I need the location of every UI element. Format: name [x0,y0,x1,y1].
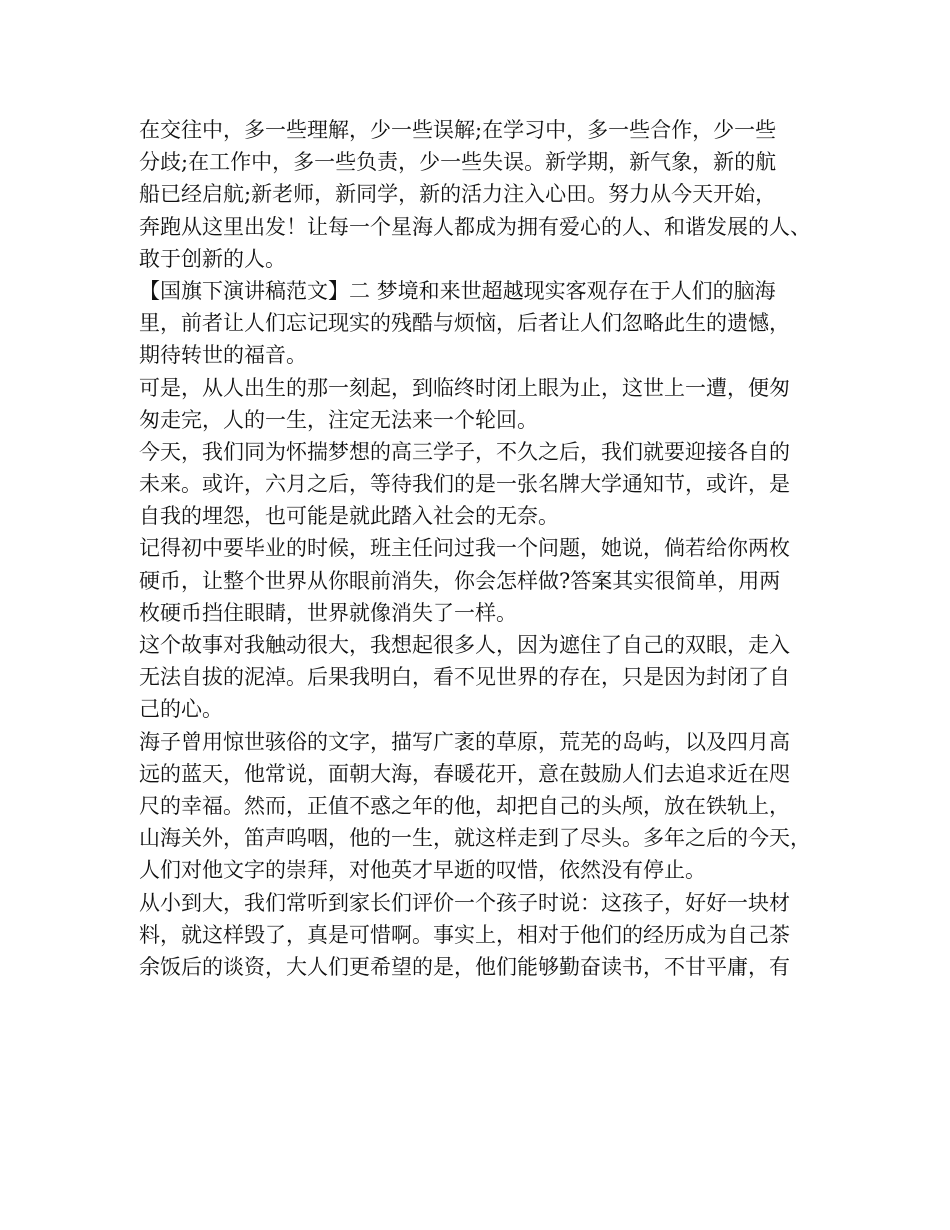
text-line: 匆走完，人的一生，注定无法来一个轮回。 [139,407,538,432]
text-line: 奔跑从这里出发！让每一个星海人都成为拥有爱心的人、和谐发展的人、 [139,214,811,239]
text-line: 枚硬币挡住眼睛，世界就像消失了一样。 [139,600,517,625]
text-line: 硬币，让整个世界从你眼前消失，你会怎样做?答案其实很简单，用两 [139,568,781,593]
text-line: 远的蓝天，他常说，面朝大海，春暖花开，意在鼓励人们去追求近在咫 [139,761,790,786]
text-line: 尺的幸福。然而，正值不惑之年的他，却把自己的头颅，放在铁轨上， [139,793,790,818]
text-line: 未来。或许，六月之后，等待我们的是一张名牌大学通知节，或许，是 [139,472,790,497]
text-line: 这个故事对我触动很大，我想起很多人，因为遮住了自己的双眼，走入 [139,633,790,657]
text-line: 敢于创新的人。 [139,246,286,271]
text-line: 里，前者让人们忘记现实的残酷与烦恼，后者让人们忽略此生的遗憾， [139,311,790,336]
document-body [139,114,829,983]
text-line: 山海关外，笛声呜咽，他的一生，就这样走到了尽头。多年之后的今天， [139,826,811,851]
text-line: 余饭后的谈资，大人们更希望的是，他们能够勤奋读书，不甘平庸，有 [139,954,790,979]
text-line: 今天，我们同为怀揣梦想的高三学子，不久之后，我们就要迎接各自的 [139,439,790,464]
text-line: 在交往中，多一些理解，少一些误解;在学习中，多一些合作，少一些 [139,118,777,142]
text-line: 人们对他文字的崇拜，对他英才早逝的叹惜，依然没有停止。 [139,858,706,883]
text-line: 分歧;在工作中，多一些负责，少一些失误。新学期，新气象，新的航 [139,150,777,175]
text-line: 自我的埋怨，也可能是就此踏入社会的无奈。 [139,504,559,529]
text-line: 从小到大，我们常听到家长们评价一个孩子时说：这孩子，好好一块材 [139,890,790,915]
text-line: 期待转世的福音。 [139,343,307,368]
text-line: 料，就这样毁了，真是可惜啊。事实上，相对于他们的经历成为自己茶 [139,922,790,947]
text-line: 记得初中要毕业的时候，班主任问过我一个问题，她说，倘若给你两枚 [139,536,790,561]
text-line: 【国旗下演讲稿范文】二 梦境和来世超越现实客观存在于人们的脑海 [139,278,776,303]
text-line: 无法自拔的泥淖。后果我明白，看不见世界的存在，只是因为封闭了自 [139,665,790,690]
text-line: 可是，从人出生的那一刻起，到临终时闭上眼为止，这世上一遭，便匆 [139,375,790,400]
text-line: 船已经启航;新老师，新同学，新的活力注入心田。努力从今天开始， [139,182,777,207]
text-line: 海子曾用惊世骇俗的文字，描写广袤的草原，荒芜的岛屿，以及四月高 [139,729,790,754]
text-line: 己的心。 [139,697,223,722]
